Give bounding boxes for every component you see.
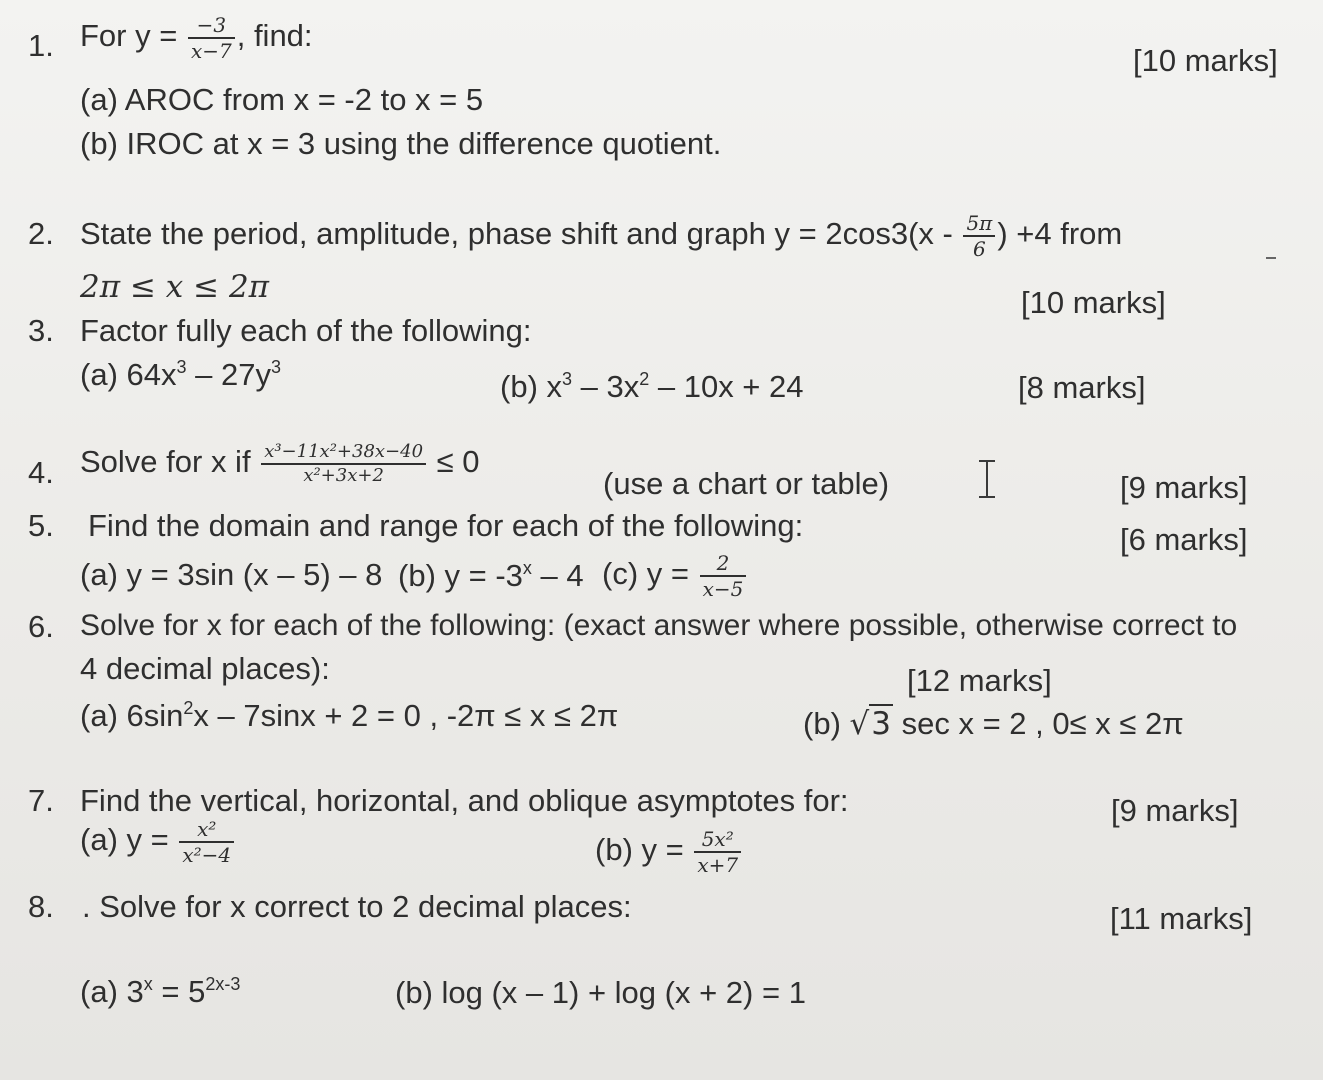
q6-part-b bbox=[803, 708, 1184, 740]
q5-part-b bbox=[398, 559, 584, 591]
q4-lead: Solve for x if bbox=[80, 443, 260, 479]
q4-marks: [9 marks] bbox=[1120, 470, 1248, 505]
q4-number: 4. bbox=[28, 455, 54, 490]
q5-c-pre: (c) y = bbox=[602, 556, 698, 592]
q7-a-fraction bbox=[179, 818, 234, 866]
q3-a-sup1: 3 bbox=[176, 357, 187, 377]
q5-b-pre: (b) y = -3 bbox=[398, 558, 523, 593]
q8-part-b: (b) log (x – 1) + log (x + 2) = 1 bbox=[395, 975, 806, 1010]
q2-tail: ) +4 from bbox=[997, 216, 1123, 252]
q1-part-a: (a) AROC from x = -2 to x = 5 bbox=[80, 82, 484, 117]
q3-stem: Factor fully each of the following: bbox=[80, 313, 532, 348]
q4-frac-den: x²+3x+2 bbox=[303, 464, 384, 486]
q3-part-b bbox=[500, 370, 804, 402]
q5-b-tail: – 4 bbox=[531, 558, 584, 593]
q4-stem bbox=[80, 442, 480, 486]
q2-range: 2π ≤ x ≤ 2π bbox=[80, 269, 270, 305]
q6-stem: Solve for x for each of the following: (exact answer where possible, otherwise correct to bbox=[80, 609, 1238, 642]
q6-a-pre: (a) 6sin bbox=[80, 698, 184, 733]
q7-a-den: x²−4 bbox=[182, 843, 232, 867]
q8-a-mid: = 5 bbox=[152, 974, 206, 1009]
q7-b-fraction bbox=[694, 828, 741, 876]
q8-a-pre: (a) 3 bbox=[80, 974, 144, 1009]
q5-number: 5. bbox=[28, 508, 54, 543]
q8-marks: [11 marks] bbox=[1110, 901, 1253, 936]
q6-number: 6. bbox=[28, 609, 54, 644]
q5-c-den: x−5 bbox=[702, 577, 744, 601]
q7-stem: Find the vertical, horizontal, and oblique asymptotes for: bbox=[80, 783, 849, 818]
q4-note: (use a chart or table) bbox=[603, 466, 890, 501]
q1-frac-num: −3 bbox=[188, 14, 235, 39]
q7-number: 7. bbox=[28, 783, 54, 818]
q7-b-num: 5x² bbox=[694, 828, 741, 853]
q4-relation: ≤ 0 bbox=[428, 443, 480, 479]
q1-part-b: (b) IROC at x = 3 using the difference quotient. bbox=[80, 126, 722, 161]
q6-b-radicand: 3 bbox=[871, 706, 891, 742]
q7-part-b bbox=[595, 828, 743, 876]
q7-marks: [9 marks] bbox=[1111, 793, 1239, 828]
q5-part-a: (a) y = 3sin (x – 5) – 8 bbox=[80, 557, 383, 592]
q5-marks: [6 marks] bbox=[1120, 522, 1248, 557]
q7-a-pre: (a) y = bbox=[80, 822, 178, 858]
q3-b-tail: – 10x + 24 bbox=[649, 369, 804, 404]
q8-number: 8. bbox=[28, 889, 54, 924]
q3-number: 3. bbox=[28, 313, 54, 348]
q8-a-sup2: 2x-3 bbox=[205, 974, 241, 994]
q1-lead: For y = bbox=[80, 18, 186, 54]
q2-frac-num: 5π bbox=[963, 212, 995, 237]
q2-lead: State the period, amplitude, phase shift and graph y = 2cos3(x - bbox=[80, 216, 962, 252]
q5-b-sup: x bbox=[522, 558, 532, 578]
q5-c-num: 2 bbox=[700, 552, 747, 577]
q1-stem bbox=[80, 14, 313, 62]
q6-stem-cont: 4 decimal places): bbox=[80, 651, 330, 686]
q3-a-pre: (a) 64x bbox=[80, 357, 177, 392]
text-cursor-icon bbox=[975, 458, 999, 500]
q5-stem: Find the domain and range for each of the following: bbox=[88, 508, 804, 543]
q1-frac-den: x−7 bbox=[190, 39, 232, 63]
q5-part-c bbox=[602, 552, 748, 600]
q3-b-mid: – 3x bbox=[572, 369, 640, 404]
q2-stem bbox=[80, 212, 1122, 260]
q3-a-sup2: 3 bbox=[270, 357, 281, 377]
q7-b-pre: (b) y = bbox=[595, 832, 693, 868]
q1-number: 1. bbox=[28, 28, 54, 63]
q3-b-sup2: 2 bbox=[639, 369, 650, 389]
q7-a-num: x² bbox=[179, 818, 234, 843]
q3-part-a bbox=[80, 358, 281, 390]
q3-b-sup1: 3 bbox=[562, 369, 573, 389]
q5-c-fraction bbox=[700, 552, 747, 600]
q4-frac-num: x³−11x²+38x−40 bbox=[261, 442, 426, 465]
q1-fraction bbox=[188, 14, 235, 62]
sqrt-icon: √3 bbox=[849, 706, 891, 742]
margin-tick-mark bbox=[1266, 257, 1276, 259]
q4-fraction bbox=[261, 442, 426, 486]
q2-marks: [10 marks] bbox=[1021, 285, 1166, 320]
q6-a-sup: 2 bbox=[183, 698, 194, 718]
q7-b-den: x+7 bbox=[697, 853, 739, 877]
q8-a-sup1: x bbox=[143, 974, 153, 994]
q2-frac-den: 6 bbox=[973, 237, 986, 261]
q7-part-a bbox=[80, 818, 236, 866]
q2-fraction bbox=[963, 212, 995, 260]
q6-b-pre: (b) bbox=[803, 706, 850, 741]
q6-part-a bbox=[80, 699, 618, 731]
q8-part-a bbox=[80, 975, 240, 1007]
q2-number: 2. bbox=[28, 216, 54, 251]
q8-stem: . Solve for x correct to 2 decimal places: bbox=[82, 889, 632, 924]
q1-marks: [10 marks] bbox=[1133, 43, 1278, 78]
q3-a-mid: – 27y bbox=[186, 357, 271, 392]
q6-marks: [12 marks] bbox=[907, 663, 1052, 698]
q6-a-tail: x – 7sinx + 2 = 0 , -2π ≤ x ≤ 2π bbox=[193, 698, 619, 733]
q3-b-pre: (b) x bbox=[500, 369, 562, 404]
q1-tail: , find: bbox=[236, 18, 313, 54]
q3-marks: [8 marks] bbox=[1018, 370, 1146, 405]
q6-b-tail: sec x = 2 , 0≤ x ≤ 2π bbox=[893, 706, 1184, 741]
